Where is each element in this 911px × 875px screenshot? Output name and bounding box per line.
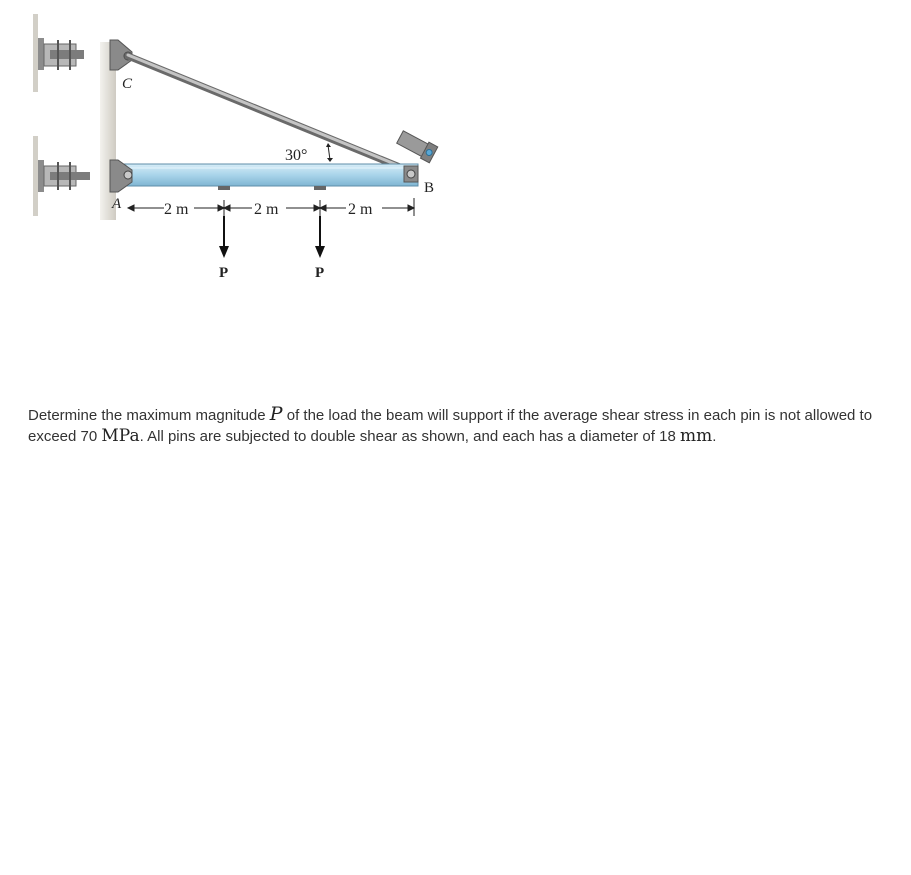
problem-text-3: . All pins are subjected to double shear as shown, and each has a diameter of 18 [139,428,680,445]
load-label-1: P [219,265,229,281]
pin-b [404,166,418,182]
rod-cb [128,55,412,172]
unit-length: mm [679,426,713,446]
label-point-b: B [424,180,435,196]
beam-rod-diagram [0,0,460,300]
span-label-1: 2 m [164,201,189,218]
angle-label: 30° [285,147,308,164]
label-point-c: C [122,76,133,92]
pin-a-detail [33,136,90,216]
load-label-2: P [315,265,325,281]
load-arrow-2 [315,216,325,258]
problem-statement [28,404,898,447]
span-label-2: 2 m [254,201,279,218]
problem-text-1: Determine the maximum magnitude [28,407,270,424]
problem-text-4: . [712,428,717,445]
load-arrow-1 [219,216,229,258]
variable-p: P [269,403,283,425]
label-point-a: A [112,196,122,212]
clevis-b-detail [396,129,438,163]
load-plate-1 [218,186,230,190]
beam [120,164,418,186]
span-label-3: 2 m [348,201,373,218]
angle-marker [326,143,333,162]
load-plate-2 [314,186,326,190]
unit-stress: MPa [101,426,140,446]
problem-text-2: of the load the beam will support if the average shear stress in each pin is not allowed to exceed 70 [28,407,873,445]
pin-c-detail [33,14,84,92]
